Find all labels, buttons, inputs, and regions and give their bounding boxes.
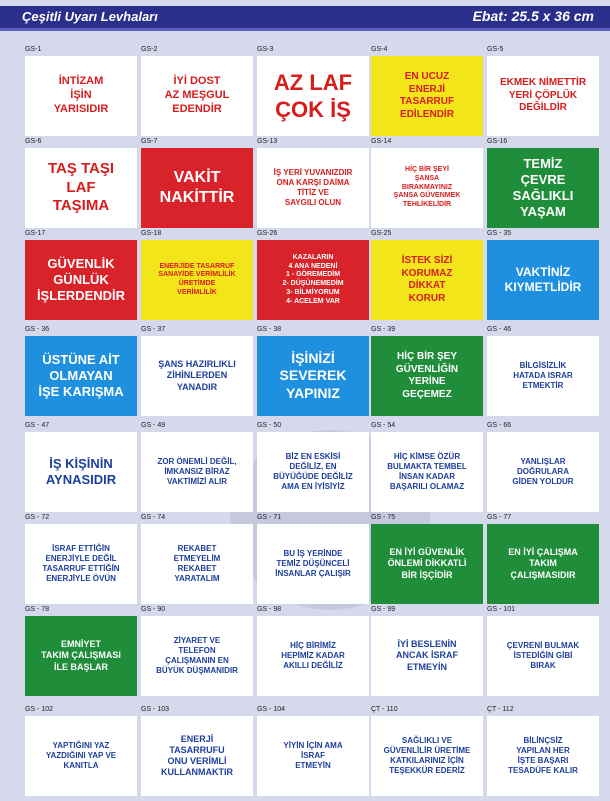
sign-card	[25, 46, 137, 136]
sign-card	[487, 606, 599, 696]
sign-code: GS-6	[25, 138, 42, 145]
sign-code: GS-4	[371, 46, 388, 53]
sign-text: ŞANS HAZIRLIKLI ZİHİNLERDEN YANADIR	[141, 336, 253, 416]
sign-text: REKABET ETMEYELİM REKABET YARATALIM	[141, 524, 253, 604]
sign-card	[257, 706, 369, 796]
sign-code: GS - 39	[371, 326, 396, 333]
sign-code: GS-5	[487, 46, 504, 53]
sign-text: TEMİZ ÇEVRE SAĞLIKLI YAŞAM	[487, 148, 599, 228]
sign-card	[141, 326, 253, 416]
sign-card	[371, 326, 483, 416]
sign-code: GS-7	[141, 138, 158, 145]
sign-code: GS-1	[25, 46, 42, 53]
sign-code: GS - 90	[141, 606, 166, 613]
sign-card	[141, 706, 253, 796]
sign-code: GS - 71	[257, 514, 282, 521]
sign-text: BİLGİSİZLİK HATADA ISRAR ETMEKTİR	[487, 336, 599, 416]
sign-text: EN İYİ ÇALIŞMA TAKIM ÇALIŞMASIDIR	[487, 524, 599, 604]
sign-card	[25, 422, 137, 512]
sign-code: GS - 49	[141, 422, 166, 429]
sign-text: İSTEK SİZİ KORUMAZ DİKKAT KORUR	[371, 240, 483, 320]
sign-card	[25, 514, 137, 604]
sign-text: EN UCUZ ENERJİ TASARRUF EDİLENDİR	[371, 56, 483, 136]
sign-code: GS-26	[257, 230, 278, 237]
sign-code: ÇT - 110	[371, 706, 398, 713]
sign-card	[25, 230, 137, 320]
sign-card	[371, 230, 483, 320]
sign-card	[487, 422, 599, 512]
sign-text: İYİ DOST AZ MEŞGUL EDENDİR	[141, 56, 253, 136]
sign-card	[257, 46, 369, 136]
sign-code: GS - 74	[141, 514, 166, 521]
sign-card	[141, 46, 253, 136]
sign-code: GS - 72	[25, 514, 50, 521]
sign-code: ÇT - 112	[487, 706, 514, 713]
sign-code: GS-17	[25, 230, 46, 237]
sign-card	[25, 326, 137, 416]
sign-text: ZOR ÖNEMLİ DEĞİL, İMKANSIZ BİRAZ VAKTİMİZİ ALIR	[141, 432, 253, 512]
sign-size: Ebat: 25.5 x 36 cm	[472, 8, 594, 24]
sign-card	[141, 514, 253, 604]
sign-code: GS - 36	[25, 326, 50, 333]
sign-text: İŞ KİŞİNİN AYNASIDIR	[25, 432, 137, 512]
sign-code: GS - 50	[257, 422, 282, 429]
sign-code: GS-2	[141, 46, 158, 53]
sign-card	[487, 326, 599, 416]
sign-code: GS-18	[141, 230, 162, 237]
sign-text: AZ LAF ÇOK İŞ	[257, 56, 369, 136]
sign-text: HİÇ BİR ŞEY GÜVENLİĞİN YERİNE GEÇEMEZ	[371, 336, 483, 416]
sign-text: TAŞ TAŞI LAF TAŞIMA	[25, 148, 137, 228]
sign-card	[25, 138, 137, 228]
sign-code: GS - 35	[487, 230, 512, 237]
sign-text: YAPTIĞINI YAZ YAZDIĞINI YAP VE KANITLA	[25, 716, 137, 796]
sign-code: GS - 47	[25, 422, 50, 429]
sign-text: İYİ BESLENİN ANCAK İSRAF ETMEYİN	[371, 616, 483, 696]
sign-card	[487, 514, 599, 604]
sign-text: GÜVENLİK GÜNLÜK İŞLERDENDİR	[25, 240, 137, 320]
sign-text: YİYİN İÇİN AMA İSRAF ETMEYİN	[257, 716, 369, 796]
sign-code: GS - 98	[257, 606, 282, 613]
sign-code: GS - 103	[141, 706, 170, 713]
sign-code: GS - 54	[371, 422, 396, 429]
sign-text: EMNİYET TAKIM ÇALIŞMASI İLE BAŞLAR	[25, 616, 137, 696]
sign-text: İŞİNİZİ SEVEREK YAPINIZ	[257, 336, 369, 416]
sign-card	[141, 138, 253, 228]
sign-code: GS - 102	[25, 706, 54, 713]
sign-card	[25, 706, 137, 796]
sign-card	[487, 46, 599, 136]
sign-card	[257, 138, 369, 228]
sign-text: ENERJİDE TASARRUF SANAYİDE VERİMLİLİK ÜRETİMDE VERİMLİLİK	[141, 240, 253, 320]
sign-code: GS-16	[487, 138, 508, 145]
sign-card	[257, 230, 369, 320]
sign-code: GS - 46	[487, 326, 512, 333]
sign-card	[371, 46, 483, 136]
sign-text: VAKTİNİZ KIYMETLİDİR	[487, 240, 599, 320]
sign-text: İŞ YERİ YUVANIZDIR ONA KARŞI DAİMA TİTİZ VE SAYGILI OLUN	[257, 148, 369, 228]
sign-text: ZİYARET VE TELEFON ÇALIŞMANIN EN BÜYÜK DÜŞMANIDIR	[141, 616, 253, 696]
sign-text: EN İYİ GÜVENLİK ÖNLEMİ DİKKATLİ BİR İŞÇİDİR	[371, 524, 483, 604]
sign-text: ÇEVRENİ BULMAK İSTEDİĞİN GİBİ BIRAK	[487, 616, 599, 696]
sign-code: GS - 104	[257, 706, 286, 713]
sign-code: GS-13	[257, 138, 278, 145]
sign-card	[487, 138, 599, 228]
sign-card	[371, 138, 483, 228]
sign-text: HİÇ KİMSE ÖZÜR BULMAKTA TEMBEL İNSAN KADAR BAŞARILI OLAMAZ	[371, 432, 483, 512]
sign-card	[371, 606, 483, 696]
sign-code: GS-3	[257, 46, 274, 53]
sign-text: HİÇ BİR ŞEYİ ŞANSA BIRAKMAYINIZ ŞANSA GÜVENMEK TEHLİKELİDİR	[371, 148, 483, 228]
sign-code: GS - 99	[371, 606, 396, 613]
sign-code: GS - 38	[257, 326, 282, 333]
sign-card	[257, 422, 369, 512]
sign-text: BU İŞ YERİNDE TEMİZ DÜŞÜNCELİ İNSANLAR ÇALIŞIR	[257, 524, 369, 604]
sign-code: GS-25	[371, 230, 392, 237]
sign-card	[257, 326, 369, 416]
sign-code: GS - 37	[141, 326, 166, 333]
sign-card	[371, 706, 483, 796]
sign-card	[257, 514, 369, 604]
sign-text: HİÇ BİRİMİZ HEPİMİZ KADAR AKILLI DEĞİLİZ	[257, 616, 369, 696]
sign-card	[371, 514, 483, 604]
sign-code: GS - 101	[487, 606, 516, 613]
sign-card	[257, 606, 369, 696]
sign-text: İSRAF ETTİĞİN ENERJİYLE DEĞİL TASARRUF ETTİĞİN ENERJİYLE ÖVÜN	[25, 524, 137, 604]
sign-text: ÜSTÜNE AİT OLMAYAN İŞE KARIŞMA	[25, 336, 137, 416]
sign-card	[487, 706, 599, 796]
sign-text: BİZ EN ESKİSİ DEĞİLİZ, EN BÜYÜĞÜDE DEĞİLİZ AMA EN İYİSİYİZ	[257, 432, 369, 512]
sign-card	[371, 422, 483, 512]
sign-text: VAKİT NAKİTTİR	[141, 148, 253, 228]
sign-card	[141, 230, 253, 320]
sign-text: EKMEK NİMETTİR YERİ ÇÖPLÜK DEĞİLDİR	[487, 56, 599, 136]
page-title: Çeşitli Uyarı Levhaları	[22, 9, 158, 24]
sign-code: GS - 78	[25, 606, 50, 613]
sign-text: ENERJİ TASARRUFU ONU VERİMLİ KULLANMAKTIR	[141, 716, 253, 796]
sign-text: SAĞLIKLI VE GÜVENLİLİR ÜRETİME KATKILARINIZ İÇİN TEŞEKKÜR EDERİZ	[371, 716, 483, 796]
sign-code: GS - 75	[371, 514, 396, 521]
sign-card	[141, 606, 253, 696]
sign-text: KAZALARIN 4 ANA NEDENİ 1 - GÖREMEDİM 2- DÜŞÜNEMEDİM 3- BİLMİYORUM 4- ACELEM VAR	[257, 240, 369, 320]
sign-card	[487, 230, 599, 320]
sign-text: İNTİZAM İŞİN YARISIDIR	[25, 56, 137, 136]
sign-code: GS - 77	[487, 514, 512, 521]
sign-card	[141, 422, 253, 512]
sign-code: GS - 66	[487, 422, 512, 429]
sign-text: BİLİNÇSİZ YAPILAN HER İŞTE BAŞARI TESADÜFE KALIR	[487, 716, 599, 796]
sign-card	[25, 606, 137, 696]
sign-text: YANLIŞLAR DOĞRULARA GİDEN YOLDUR	[487, 432, 599, 512]
sign-code: GS-14	[371, 138, 392, 145]
